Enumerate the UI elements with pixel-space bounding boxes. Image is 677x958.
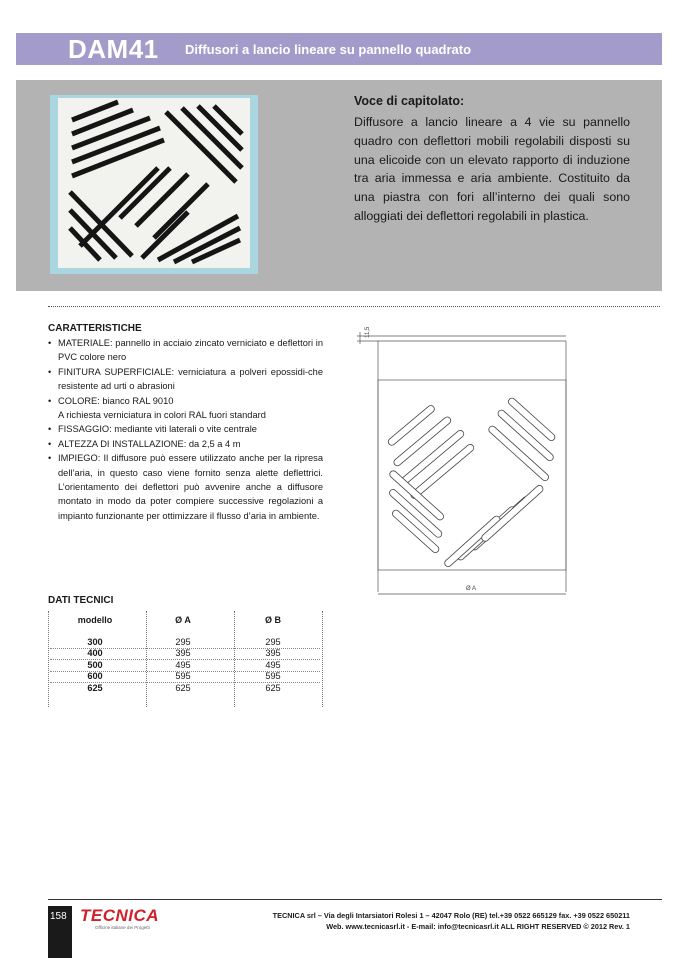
company-address: TECNICA srl – Via degli Intarsiatori Rolesi 1 – 42047 Rolo (RE) tel.+39 0522 665129 fax. +39 0522 650211 xyxy=(272,911,630,920)
feature-item: • ALTEZZA DI INSTALLAZIONE: da 2,5 a 4 m xyxy=(48,437,323,451)
footer-divider xyxy=(48,899,662,900)
model-cell: 600 xyxy=(87,671,103,681)
features-list xyxy=(48,336,323,523)
product-code: DAM41 xyxy=(68,34,159,64)
feature-item: • FISSAGGIO: mediante viti laterali o vite centrale xyxy=(48,422,323,436)
logo-tagline: Officine italiane dei Progetti xyxy=(95,925,150,930)
product-photo xyxy=(50,95,258,274)
feature-item: A richiesta verniciatura in colori RAL fuori standard xyxy=(58,410,266,421)
column-header-model: modello xyxy=(77,615,113,625)
diameter-a-cell: 495 xyxy=(175,660,191,670)
diameter-a-cell: 595 xyxy=(175,671,191,681)
model-cell: 625 xyxy=(87,683,103,693)
model-cell: 400 xyxy=(87,648,103,658)
diffuser-photo-image xyxy=(58,98,250,268)
diameter-b-cell: 495 xyxy=(265,660,281,670)
specification-title: Voce di capitolato: xyxy=(354,94,465,108)
tecnica-logo: TECNICA xyxy=(80,906,160,925)
model-cell: 500 xyxy=(87,660,103,670)
section-divider xyxy=(48,306,660,307)
width-dimension-label: Ø A xyxy=(466,586,477,592)
feature-item: • COLORE: bianco RAL 9010 xyxy=(48,394,323,408)
feature-item: • IMPIEGO: Il diffusore può essere utilizzato anche per la ripresa dell’aria, in questo caso viene fornito senza alette deflettrici. L’orientamento dei deflettori può avvenire anche a diffusore montato in modo da poter compiere successive regolazioni a impianto funzionante per ottimizzare il flusso d’aria in ambiente. xyxy=(48,451,323,523)
diffuser-illustration xyxy=(58,98,250,268)
page-number: 158 xyxy=(50,911,67,922)
product-subtitle: Diffusori a lancio lineare su pannello quadrato xyxy=(185,42,472,57)
diameter-a-cell: 625 xyxy=(175,683,191,693)
diameter-b-cell: 595 xyxy=(265,671,281,681)
height-dimension-label: 11,5 xyxy=(365,326,371,338)
feature-item: • MATERIALE: pannello in acciaio zincato verniciato e deflettori in PVC colore nero xyxy=(48,336,323,365)
features-title: CARATTERISTICHE xyxy=(48,323,142,334)
technical-drawing xyxy=(352,324,582,599)
title-bar xyxy=(16,33,662,65)
column-header-diameter-a: Ø A xyxy=(175,615,191,625)
specification-text: Diffusore a lancio lineare a 4 vie su pannello quadro con deflettori mobili regolabili disposti su una elicoide con un elevato rapporto di induzione tra aria immessa e aria ambiente. Costituito da una piastra con fori all’interno dei quali sono alloggiati dei deflettori regolabili in plastica. xyxy=(354,115,630,223)
feature-item: • FINITURA SUPERFICIALE: verniciatura a polveri epossidi-che resistente ad urti o abrasioni xyxy=(48,365,323,394)
diameter-a-cell: 295 xyxy=(175,637,191,647)
technical-data-title: DATI TECNICI xyxy=(48,595,114,606)
diameter-a-cell: 395 xyxy=(175,648,191,658)
intro-panel xyxy=(16,80,662,291)
diameter-b-cell: 625 xyxy=(265,683,281,693)
diameter-b-cell: 295 xyxy=(265,637,281,647)
company-contacts: Web. www.tecnicasrl.it - E-mail: info@tecnicasrl.it ALL RIGHT RESERVED © 2012 Rev. 1 xyxy=(326,922,630,931)
column-header-diameter-b: Ø B xyxy=(264,615,281,625)
diameter-b-cell: 395 xyxy=(265,648,281,658)
model-cell: 300 xyxy=(87,637,103,647)
